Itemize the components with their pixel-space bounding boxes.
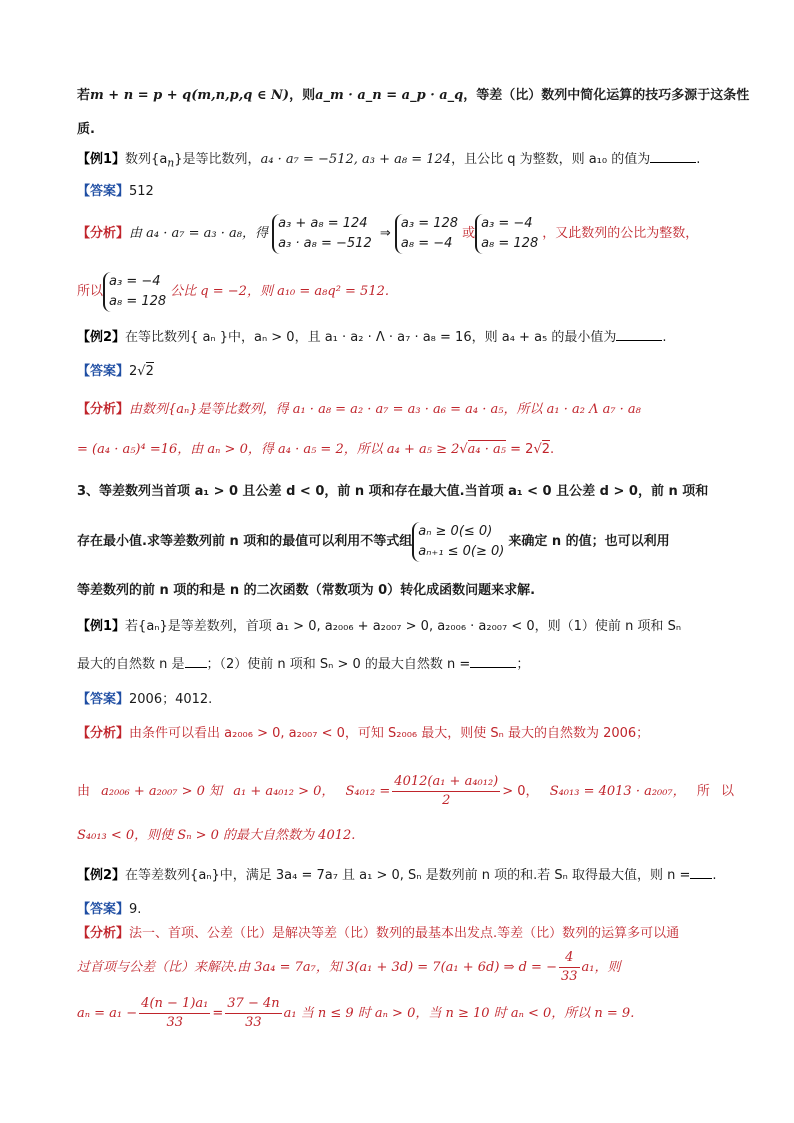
analysis-text: 由条件可以看出 a₂₀₀₆ > 0, a₂₀₀₇ < 0，可知 S₂₀₀₆ 最大，则使 Sₙ 最大的自然数为 2006； (129, 726, 650, 741)
fraction: $\frac{37 - 4n}{33}$ (227, 996, 280, 1030)
analysis-text: > 0， (502, 784, 539, 799)
equation-system: a₃ = −4 a₈ = 128 (475, 214, 542, 254)
fraction: $\frac{\text{4(n − 1)a₁}}{33}$ (141, 996, 209, 1030)
analysis-text: = (a₄ · a₅)⁴ =16，由 aₙ > 0，得 a₄ · a₅ = 2，所以 a₄ + a₅ ≥ 2 (77, 442, 460, 457)
question-text: 若{aₙ}是等差数列，首项 a₁ > 0, a₂₀₀₆ + a₂₀₀₇ > 0, a₂₀₀₆ · a₂₀₀₇ < 0，则（1）使前 n 项和 Sₙ (125, 619, 682, 634)
example2-question: 【例2】在等比数列{ aₙ }中，aₙ > 0，且 a₁ · a₂ · Λ · a₇ · a₈ = 16，则 a₄ + a₅ 的最小值为 . (77, 330, 667, 345)
answer-tag: 【答案】 (77, 902, 130, 917)
answer-value: 512 (129, 184, 154, 199)
equation-system: a₃ + a₈ = 124 a₃ · a₈ = −512 (272, 214, 376, 254)
question-text: 在等差数列{aₙ}中，满足 3a₄ = 7a₇ 且 a₁ > 0, Sₙ 是数列前 n 项的和.若 Sₙ 取得最大值，则 n = (125, 868, 691, 883)
analysis-text: a₁ + a₄₀₁₂ > 0， (233, 784, 335, 799)
analysis-text: ，又此数列的公比为整数， (542, 226, 699, 241)
answer-value: 2 (129, 364, 138, 379)
example4-analysis-2 (77, 946, 734, 990)
answer-value: 9. (129, 902, 142, 917)
section-text: 等差数列的前 n 项的和是 n 的二次函数（常数项为 0）转化成函数问题来求解. (77, 583, 536, 598)
example4-analysis (77, 924, 734, 944)
section3-line3 (77, 581, 734, 601)
analysis-text: 过首项与公差（比）来解决.由 3a₄ = 7a₇，知 3(a₁ + 3d) = 7(a₁ + 6d) ⇒ d = − (77, 960, 557, 975)
section-text: 来确定 n 的值；也可以利用 (508, 534, 670, 549)
analysis-text: aₙ = a₁ − (77, 1006, 138, 1021)
section-text: 3、等差数列当首项 a₁ > 0 且公差 d < 0，前 n 项和存在最大值.当首项 a₁ < 0 且公差 d > 0，前 n 项和 (77, 484, 709, 499)
answer-tag: 【答案】 (77, 692, 130, 707)
answer-value: 2006；4012. (129, 692, 213, 707)
intro-text: ，等差（比）数列中简化运算的技巧多源于这条性 (463, 88, 750, 103)
implies-symbol: ⇒ (379, 226, 391, 241)
answer-radicand: 2 (145, 364, 154, 379)
example-tag: 【例2】 (77, 868, 126, 883)
example-tag: 【例1】 (77, 619, 126, 634)
question-formula: a₄ · a₇ = −512, a₃ + a₈ = 124 (260, 152, 452, 167)
answer-tag: 【答案】 (77, 184, 130, 199)
example3-question-2 (77, 655, 734, 675)
example1-analysis (77, 212, 734, 256)
section-text: 存在最小值.求等差数列前 n 项和的最值可以利用不等式组 (77, 534, 413, 549)
analysis-text: 由 a₄ · a₇ = a₃ · a₈，得 (129, 226, 268, 241)
analysis-text: = 2 (506, 442, 534, 457)
intro-line (77, 86, 750, 106)
analysis-tag: 【分析】 (77, 402, 130, 417)
fraction: $\frac{\text{4012(a₁ + a₄₀₁₂)}}{2}$ (394, 774, 499, 808)
analysis-text: a₁ 当 n ≤ 9 时 aₙ > 0，当 n ≥ 10 时 aₙ < 0，所以 n = 9. (283, 1006, 635, 1021)
analysis-text: . (550, 442, 555, 457)
example2-answer: 【答案】2√2 (77, 364, 154, 379)
intro-result: a_m · a_n = a_p · a_q (315, 88, 464, 103)
analysis-tag: 【分析】 (77, 226, 130, 241)
question-text: }是等比数列， (174, 152, 261, 167)
inequality-system: aₙ ≥ 0(≤ 0) aₙ₊₁ ≤ 0(≥ 0) (412, 522, 508, 562)
example4-answer (77, 900, 734, 920)
example1-analysis-2 (77, 270, 734, 314)
question-text: ；（2）使前 n 项和 Sₙ > 0 的最大自然数 n = (206, 657, 471, 672)
example2-analysis (77, 400, 734, 420)
intro-text: 若 (77, 88, 91, 103)
analysis-text: 由 (77, 784, 91, 799)
analysis-text: 法一、首项、公差（比）是解决等差（比）数列的最基本出发点.等差（比）数列的运算多可以通 (129, 926, 680, 941)
example4-analysis-3 (77, 992, 734, 1036)
question-text: . (712, 868, 717, 883)
analysis-text: a₁，则 (581, 960, 621, 975)
question-text: ，且公比 q 为整数，则 a₁₀ 的值为 (451, 152, 651, 167)
example1-answer (77, 182, 734, 202)
answer-tag: 【答案】 (77, 364, 130, 379)
analysis-text: 由数列{aₙ}是等比数列，得 a₁ · a₈ = a₂ · a₇ = a₃ · a₆ = a₄ · a₅，所以 a₁ · a₂ Λ a₇ · a₈ (129, 402, 641, 417)
question-text: ； (516, 657, 530, 672)
analysis-text: 所 (696, 784, 710, 799)
analysis-radicand: a₄ · a₅ (467, 442, 506, 457)
fraction: $\frac{4}{33}$ (560, 950, 578, 984)
question-text: 最大的自然数 n 是 (77, 657, 185, 672)
example3-answer (77, 690, 734, 710)
answer-blank (185, 655, 207, 668)
analysis-text: = (212, 1006, 224, 1021)
example3-analysis-2 (77, 770, 734, 814)
analysis-text: 公比 q = −2，则 a₁₀ = a₈q² = 512. (170, 284, 390, 299)
analysis-text: S₄₀₁₃ < 0，则使 Sₙ > 0 的最大自然数为 4012. (77, 828, 356, 843)
analysis-text: a₂₀₀₆ + a₂₀₀₇ > 0 知 (101, 784, 223, 799)
intro-text: 质. (77, 122, 95, 137)
analysis-tag: 【分析】 (77, 926, 130, 941)
example2-analysis-2: = (a₄ · a₅)⁴ =16，由 aₙ > 0，得 a₄ · a₅ = 2，所以 a₄ + a₅ ≥ 2√a₄ · a₅ = 2√2. (77, 442, 555, 457)
answer-blank (650, 150, 696, 163)
analysis-text: S₄₀₁₃ = 4013 · a₂₀₀₇， (549, 784, 686, 799)
answer-blank (690, 866, 712, 879)
analysis-tag: 【分析】 (77, 726, 130, 741)
analysis-text: 所以 (77, 284, 104, 299)
example-tag: 【例1】 (77, 152, 126, 167)
question-text: 数列{a (125, 152, 168, 167)
equation-system: a₃ = 128 a₈ = −4 (395, 214, 462, 254)
example3-analysis-3 (77, 826, 734, 846)
analysis-text: 以 (720, 784, 734, 799)
example1-question: 【例1】数列$\{a_n\}$是等比数列，a₄ · a₇ = −512, a₃ + a₈ = 124，且公比 q 为整数，则 a₁₀ 的值为 . (77, 152, 701, 170)
analysis-text: S₄₀₁₂ = (345, 784, 391, 799)
equation-system: a₃ = −4 a₈ = 128 (103, 272, 170, 312)
question-text: 在等比数列{ aₙ }中，aₙ > 0，且 a₁ · a₂ · Λ · a₇ · a₈ = 16，则 a₄ + a₅ 的最小值为 (125, 330, 617, 345)
intro-line-2 (77, 120, 734, 140)
intro-formula: m + n = p + q(m,n,p,q ∈ N) (90, 88, 290, 103)
analysis-text: 或 (462, 226, 476, 241)
example3-analysis (77, 724, 734, 744)
example3-question (77, 617, 734, 637)
answer-blank (616, 328, 662, 341)
answer-blank (470, 655, 516, 668)
example-tag: 【例2】 (77, 330, 126, 345)
intro-text: ，则 (289, 88, 316, 103)
example4-question (77, 866, 734, 886)
section3-line1 (77, 482, 734, 502)
analysis-radicand: 2 (541, 442, 551, 457)
section3-line2 (77, 520, 734, 564)
